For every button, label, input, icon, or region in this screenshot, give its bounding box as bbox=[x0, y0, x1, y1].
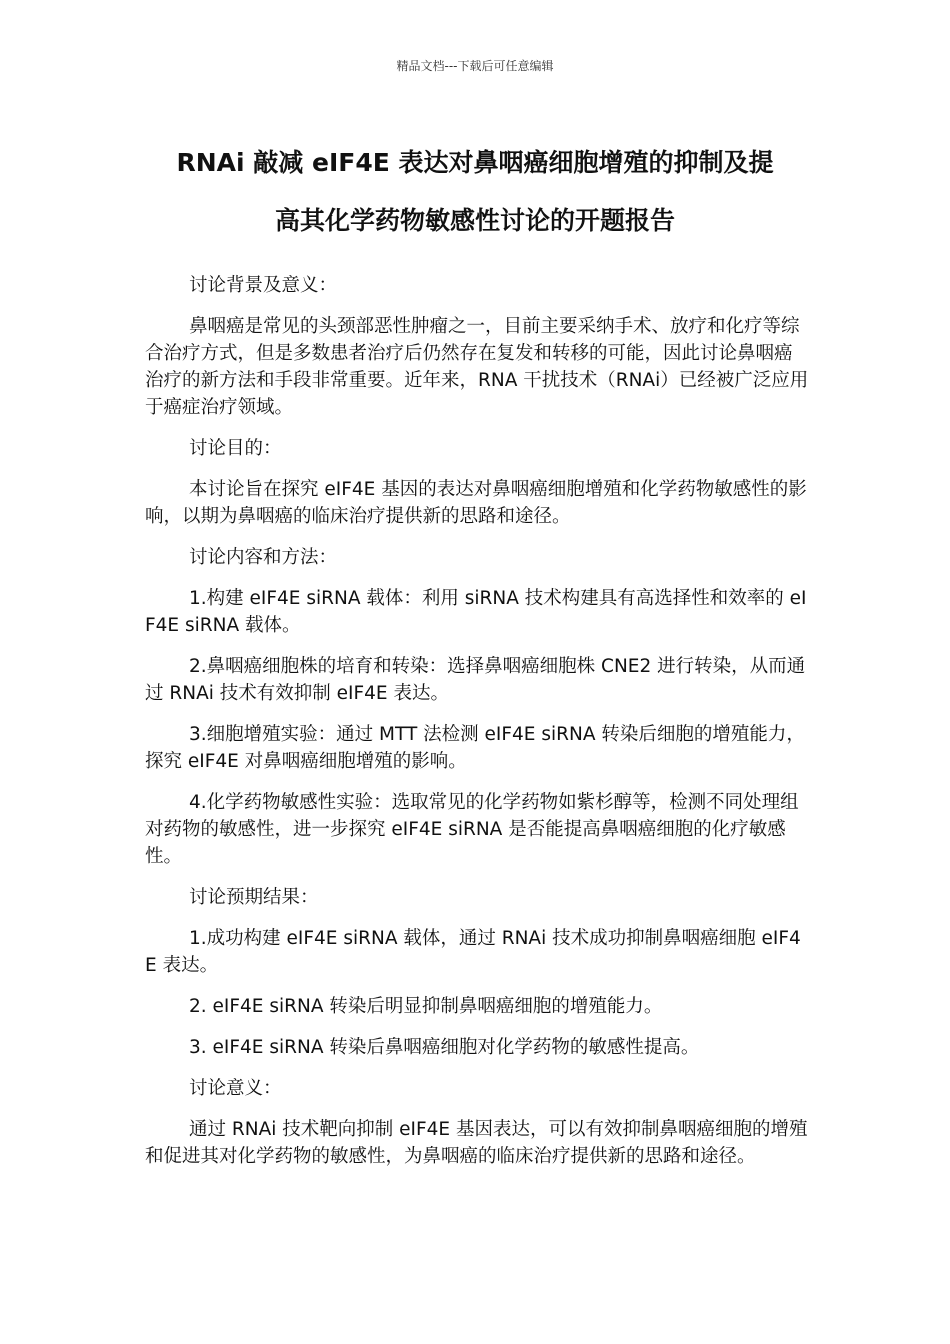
title-line-2: 高其化学药物敏感性讨论的开题报告 bbox=[274, 206, 675, 235]
section-heading-methods: 讨论内容和方法： bbox=[189, 547, 338, 568]
result-item-3: 3. eIF4E siRNA 转染后鼻咽癌细胞对化学药物的敏感性提高。 bbox=[189, 1037, 700, 1058]
section-heading-significance: 讨论意义： bbox=[189, 1078, 282, 1099]
title-line-1: RNAi 敲减 eIF4E 表达对鼻咽癌细胞增殖的抑制及提 bbox=[176, 148, 774, 177]
document-body bbox=[145, 272, 810, 1184]
result-item-2: 2. eIF4E siRNA 转染后明显抑制鼻咽癌细胞的增殖能力。 bbox=[189, 996, 663, 1017]
paragraph-background: 鼻咽癌是常见的头颈部恶性肿瘤之一，目前主要采纳手术、放疗和化疗等综合治疗方式，但是多数患者治疗后仍然存在复发和转移的可能，因此讨论鼻咽癌治疗的新方法和手段非常重要。近年来，RNA 干扰技术（RNAi）已经被广泛应用于癌症治疗领域。 bbox=[145, 316, 809, 418]
method-item-3: 3.细胞增殖实验：通过 MTT 法检测 eIF4E siRNA 转染后细胞的增殖能力，探究 eIF4E 对鼻咽癌细胞增殖的影响。 bbox=[145, 724, 805, 772]
section-heading-expected-results: 讨论预期结果： bbox=[189, 887, 319, 908]
section-heading-purpose: 讨论目的： bbox=[189, 438, 282, 459]
result-item-1: 1.成功构建 eIF4E siRNA 载体，通过 RNAi 技术成功抑制鼻咽癌细胞 eIF4E 表达。 bbox=[145, 928, 801, 976]
method-item-4: 4.化学药物敏感性实验：选取常见的化学药物如紫杉醇等，检测不同处理组对药物的敏感性，进一步探究 eIF4E siRNA 是否能提高鼻咽癌细胞的化疗敏感性。 bbox=[145, 792, 799, 867]
section-heading-background: 讨论背景及意义： bbox=[189, 275, 338, 296]
paragraph-significance: 通过 RNAi 技术靶向抑制 eIF4E 基因表达，可以有效抑制鼻咽癌细胞的增殖和促进其对化学药物的敏感性，为鼻咽癌的临床治疗提供新的思路和途径。 bbox=[145, 1119, 808, 1167]
document-title bbox=[100, 134, 850, 250]
method-item-2: 2.鼻咽癌细胞株的培育和转染：选择鼻咽癌细胞株 CNE2 进行转染，从而通过 RNAi 技术有效抑制 eIF4E 表达。 bbox=[145, 656, 806, 704]
header-note: 精品文档---下载后可任意编辑 bbox=[396, 59, 554, 73]
paragraph-purpose: 本讨论旨在探究 eIF4E 基因的表达对鼻咽癌细胞增殖和化学药物敏感性的影响，以期为鼻咽癌的临床治疗提供新的思路和途径。 bbox=[145, 479, 807, 527]
method-item-1: 1.构建 eIF4E siRNA 载体：利用 siRNA 技术构建具有高选择性和效率的 eIF4E siRNA 载体。 bbox=[145, 588, 807, 636]
